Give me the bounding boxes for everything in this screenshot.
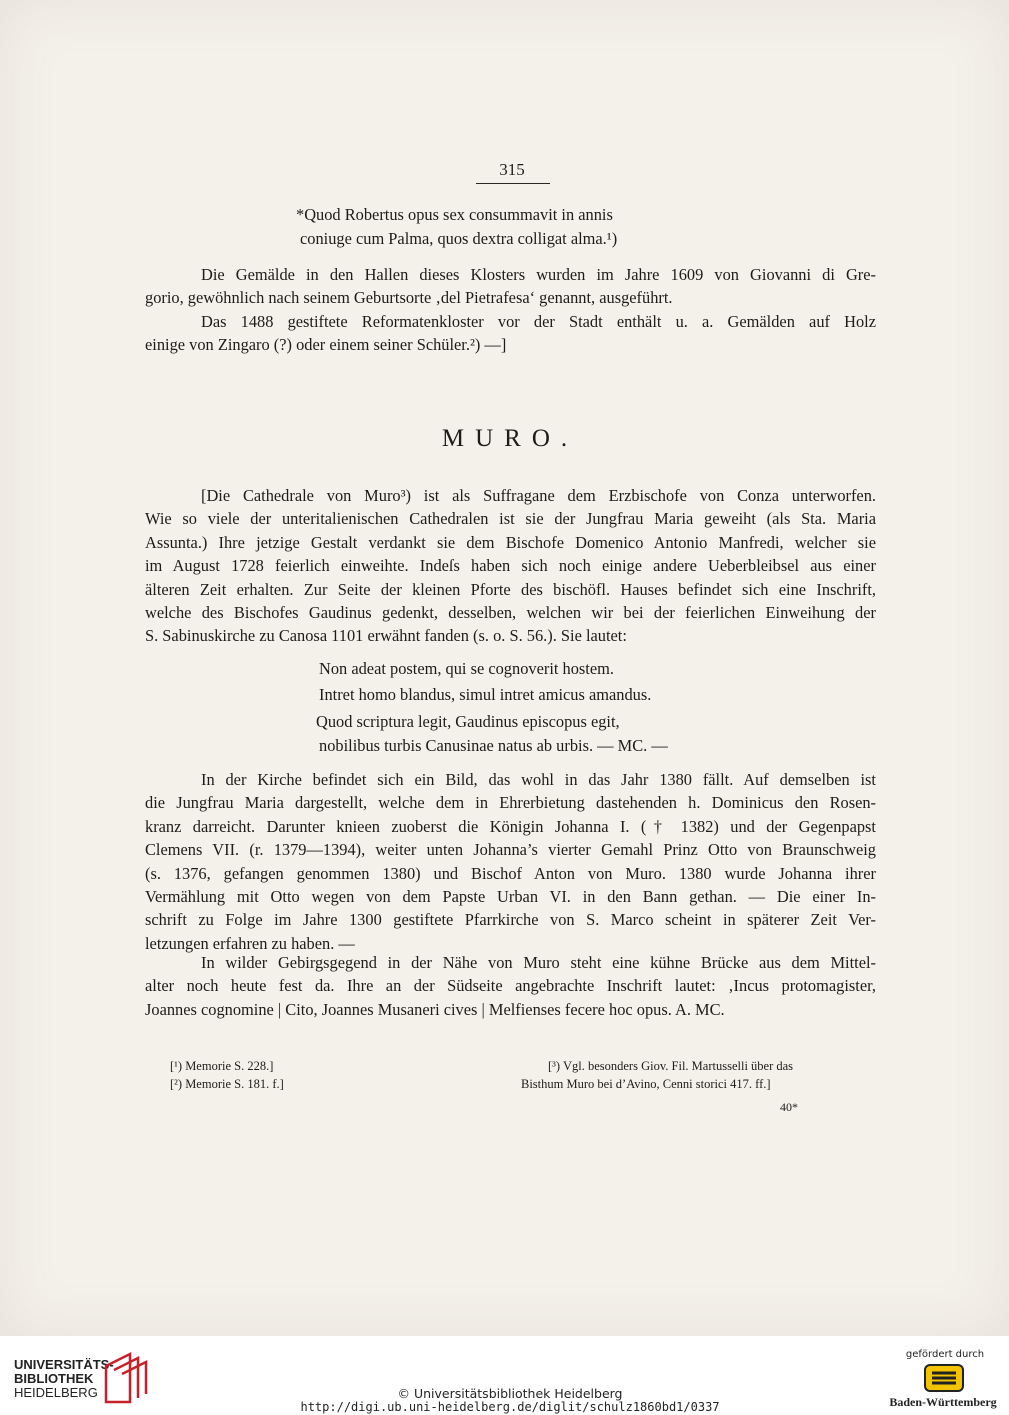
footnote-2: [²) Memorie S. 181. f.] xyxy=(170,1077,284,1091)
text-line: S. Sabinuskirche zu Canosa 1101 erwähnt fanden (s. o. S. 56.). Sie lautet: xyxy=(145,626,627,646)
inscription-line-2: Intret homo blandus, simul intret amicus amandus. xyxy=(319,685,652,704)
permalink-url[interactable]: http://digi.ub.uni-heidelberg.de/diglit/schulz1860bd1/0337 xyxy=(300,1400,720,1414)
paragraph-kirche-bild xyxy=(145,768,876,955)
text-line: älteren Zeit erhalten. Zur Seite der kleinen Pforte des bischöfl. Hauses befindet sich eine Inschrift, xyxy=(145,579,876,599)
section-heading-muro: MURO. xyxy=(441,425,579,452)
page-number-rule xyxy=(476,183,550,184)
text-line: Clemens VII. (r. 1379—1394), weiter unten Johanna’s vierter Gemahl Prinz Otto von Braunschweig xyxy=(145,840,876,860)
text-line: (s. 1376, gefangen genommen 1380) und Bischof Anton von Muro. 1380 wurde Johanna ihrer xyxy=(145,863,876,883)
footnote-3-line-1: [³) Vgl. besonders Giov. Fil. Martusselli über das xyxy=(548,1059,794,1073)
text-line: In der Kirche befindet sich ein Bild, das wohl in das Jahr 1380 fällt. Auf demselben ist xyxy=(201,770,876,789)
text-line: kranz darreicht. Darunter knieen zuoberst die Königin Johanna I. († 1382) und der Gegenpapst xyxy=(145,816,876,836)
paragraph-gemaelde xyxy=(145,263,876,310)
text-line: welche des Bischofes Gaudinus gedenkt, desselben, welchen wir bei der feierlichen Einweihung der xyxy=(145,603,876,623)
text-line: letzungen erfahren zu haben. — xyxy=(145,933,355,953)
text-line: die Jungfrau Maria dargestellt, welche dem in Ehrerbietung dastehenden h. Dominicus den Rosen- xyxy=(145,793,876,813)
text-line: einige von Zingaro (?) oder einem seiner Schüler.²) —] xyxy=(145,335,507,355)
text-line: alter noch heute fest da. Ihre an der Südseite angebrachte Inschrift lautet: ‚Incus protomagister, xyxy=(145,976,876,996)
library-logo-text[interactable] xyxy=(14,1358,114,1400)
paragraph-reformatenkloster xyxy=(145,310,876,357)
text-line: In wilder Gebirgsgegend in der Nähe von Muro steht eine kühne Brücke aus dem Mittel- xyxy=(201,953,876,972)
text-line: im August 1728 feierlich einweihte. Indeſs haben sich noch einige andere Ueberbleibsel aus einer xyxy=(145,556,876,576)
text-line: schrift zu Folge im Jahre 1300 gestiftete Pfarrkirche von S. Marco scheint in späterer Zeit Ver- xyxy=(145,910,876,930)
paragraph-bruecke xyxy=(145,951,876,1021)
text-line: Das 1488 gestiftete Reformatenkloster vor der Stadt enthält u. a. Gemälden auf Holz xyxy=(201,312,876,331)
footnote-1: [¹) Memorie S. 228.] xyxy=(170,1059,274,1073)
library-logo-line: UNIVERSITÄTS- xyxy=(14,1357,114,1372)
text-line: Assunta.) Ihre jetzige Gestalt verdankt sie dem Bischofe Domenico Antonio Manfredi, welcher sie xyxy=(145,532,876,552)
library-logo-line: HEIDELBERG xyxy=(14,1385,98,1400)
page-number: 315 xyxy=(499,160,525,179)
footer-bar xyxy=(0,1336,1009,1415)
paragraph-cathedrale xyxy=(145,484,876,648)
text-line: Die Gemälde in den Hallen dieses Klosters wurden im Jahre 1609 von Giovanni di Gre- xyxy=(201,265,876,284)
text-line: Vermählung mit Otto wegen von dem Papste Urban VI. in den Bann gethan. — Die einer In- xyxy=(145,887,876,907)
opening-inscription-line-2: coniuge cum Palma, quos dextra colligat alma.¹) xyxy=(300,229,618,248)
footnote-3-line-2: Bisthum Muro bei d’Avino, Cenni storici 417. ff.] xyxy=(521,1077,771,1091)
inscription-line-1: Non adeat postem, qui se cognoverit hostem. xyxy=(319,659,614,678)
library-logo-line: BIBLIOTHEK xyxy=(14,1371,94,1386)
text-line: gorio, gewöhnlich nach seinem Geburtsorte ‚del Pietrafesa‘ genannt, ausgeführt. xyxy=(145,288,673,308)
inscription-line-3: Quod scriptura legit, Gaudinus episcopus egit, xyxy=(316,712,620,731)
sheet-signature: 40* xyxy=(780,1100,798,1114)
baden-wuerttemberg-crest-icon[interactable] xyxy=(922,1363,966,1393)
text-line: [Die Cathedrale von Muro³) ist als Suffragane dem Erzbischofe von Conza unterworfen. xyxy=(201,486,876,505)
copyright-notice: © Universitätsbibliothek Heidelberg xyxy=(397,1386,623,1401)
library-logo-icon[interactable] xyxy=(100,1350,160,1406)
text-line: Joannes cognomine | Cito, Joannes Musaneri cives | Melfienses fecere hoc opus. A. MC. xyxy=(145,999,725,1019)
funder-label: Baden-Württemberg xyxy=(889,1395,997,1409)
opening-inscription-line-1: *Quod Robertus opus sex consummavit in annis xyxy=(296,205,613,224)
text-line: Wie so viele der unteritalienischen Cathedralen ist sie der Jungfrau Maria geweiht (als Sta. Maria xyxy=(145,509,876,529)
funded-by-label: gefördert durch xyxy=(905,1349,985,1360)
inscription-line-4: nobilibus turbis Canusinae natus ab urbis. — MC. — xyxy=(319,736,668,755)
